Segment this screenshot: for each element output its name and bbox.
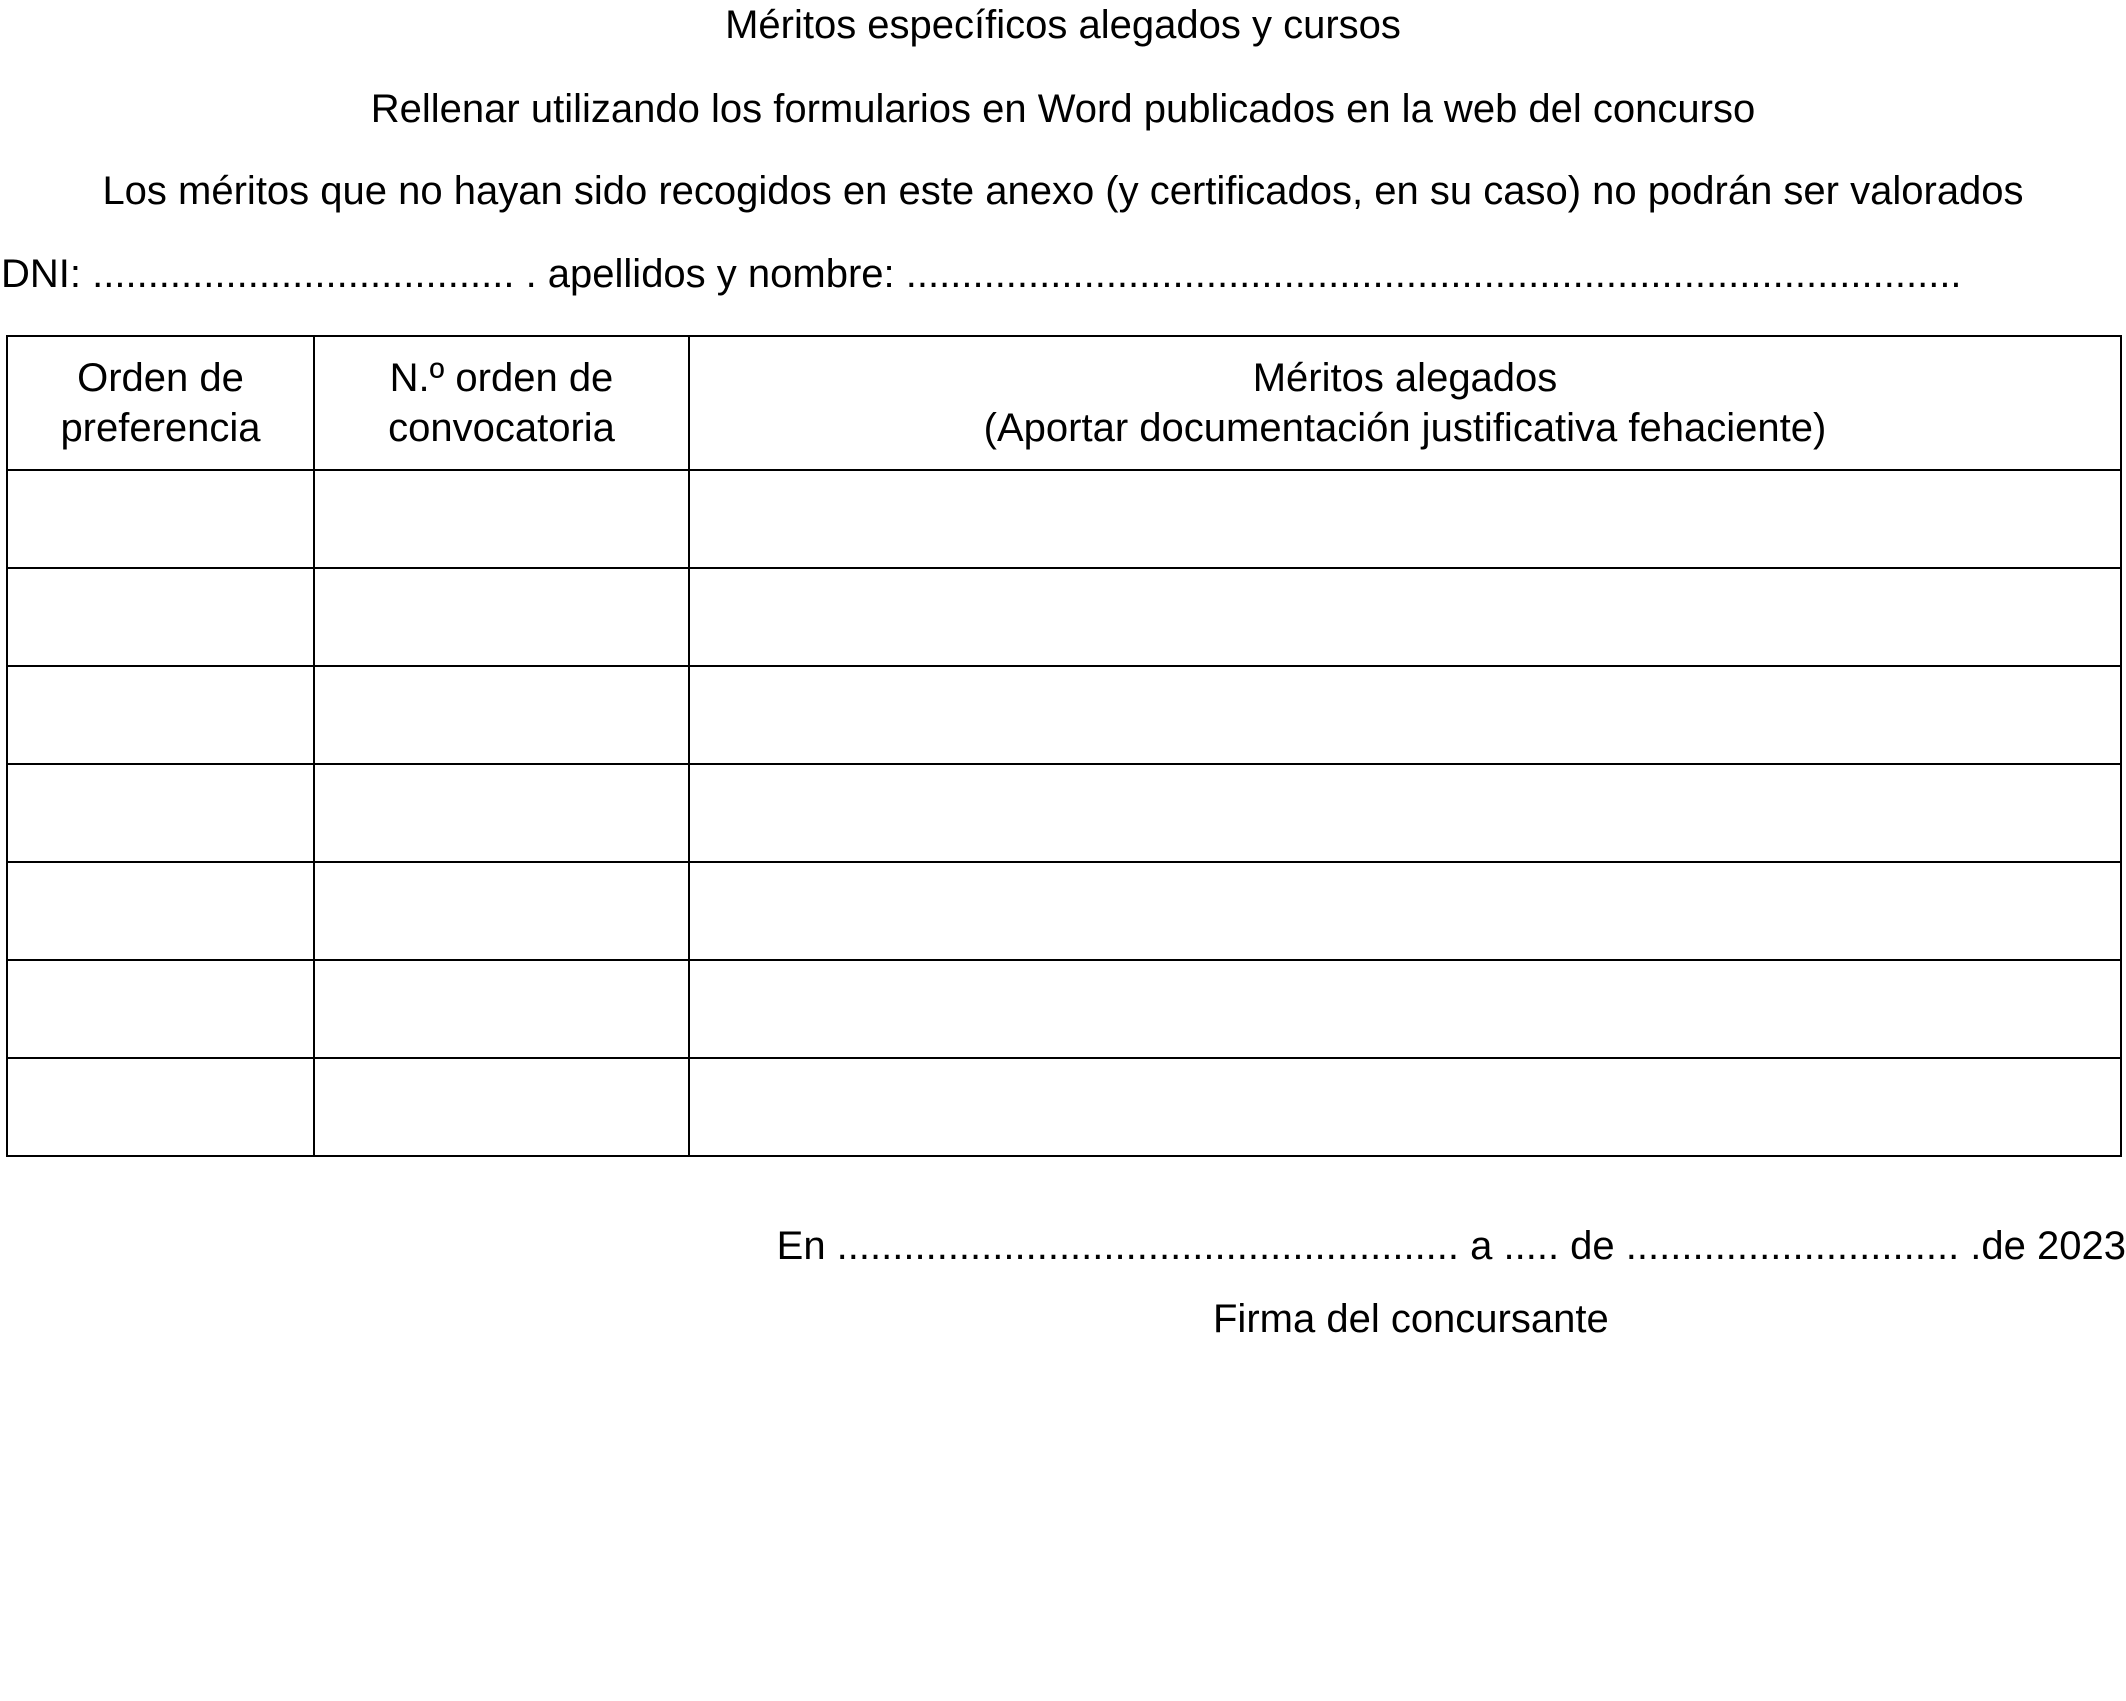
table-row [7,764,2121,862]
merits-table [6,335,2122,1157]
table-row [7,960,2121,1058]
table-row [7,862,2121,960]
claimed-merit-cell[interactable] [689,568,2121,666]
table-row [7,568,2121,666]
dni-label: DNI: [1,252,81,296]
column-header-line: N.º orden de [389,356,614,400]
identification-line [1,250,1962,298]
claimed-merit-cell[interactable] [689,862,2121,960]
call-order-number-cell[interactable] [314,568,689,666]
preference-order-cell[interactable] [7,862,314,960]
signature-label: Firma del concursante [1213,1297,1609,1341]
call-order-number-cell[interactable] [314,1058,689,1156]
claimed-merit-cell[interactable] [689,764,2121,862]
column-header-preference-order [7,336,314,470]
call-order-number-cell[interactable] [314,960,689,1058]
column-header-line: Orden de [77,356,244,400]
call-order-number-cell[interactable] [314,764,689,862]
column-header-claimed-merits [689,336,2121,470]
claimed-merit-cell[interactable] [689,960,2121,1058]
dni-blank[interactable]: ...................................... [92,252,515,296]
column-header-line: preferencia [60,406,261,450]
column-header-call-order-number [314,336,689,470]
column-header-line: (Aportar documentación justificativa fehaciente) [983,406,1827,450]
claimed-merit-cell[interactable] [689,1058,2121,1156]
preference-order-cell[interactable] [7,470,314,568]
call-order-number-cell[interactable] [314,666,689,764]
preference-order-cell[interactable] [7,568,314,666]
table-row [7,470,2121,568]
table-row [7,666,2121,764]
instruction-merits-warning: Los méritos que no hayan sido recogidos en este anexo (y certificados, en su caso) no podrán ser valorados [102,169,2024,213]
preference-order-cell[interactable] [7,1058,314,1156]
claimed-merit-cell[interactable] [689,666,2121,764]
table-row [7,1058,2121,1156]
preference-order-cell[interactable] [7,666,314,764]
document-title: Méritos específicos alegados y cursos [725,3,1401,47]
call-order-number-cell[interactable] [314,470,689,568]
call-order-number-cell[interactable] [314,862,689,960]
claimed-merit-cell[interactable] [689,470,2121,568]
name-blank[interactable]: ............................................................................................... [905,252,1962,296]
column-header-line: Méritos alegados [1252,356,1558,400]
merits-table-body [7,470,2121,1156]
preference-order-cell[interactable] [7,960,314,1058]
place-date-line[interactable]: En ........................................................ a ..... de .............................. .de 2023 [776,1224,2126,1268]
column-header-line: convocatoria [388,406,615,450]
preference-order-cell[interactable] [7,764,314,862]
instruction-word-forms: Rellenar utilizando los formularios en Word publicados en la web del concurso [370,87,1756,131]
name-label: . apellidos y nombre: [525,252,895,296]
table-header-row [7,336,2121,470]
